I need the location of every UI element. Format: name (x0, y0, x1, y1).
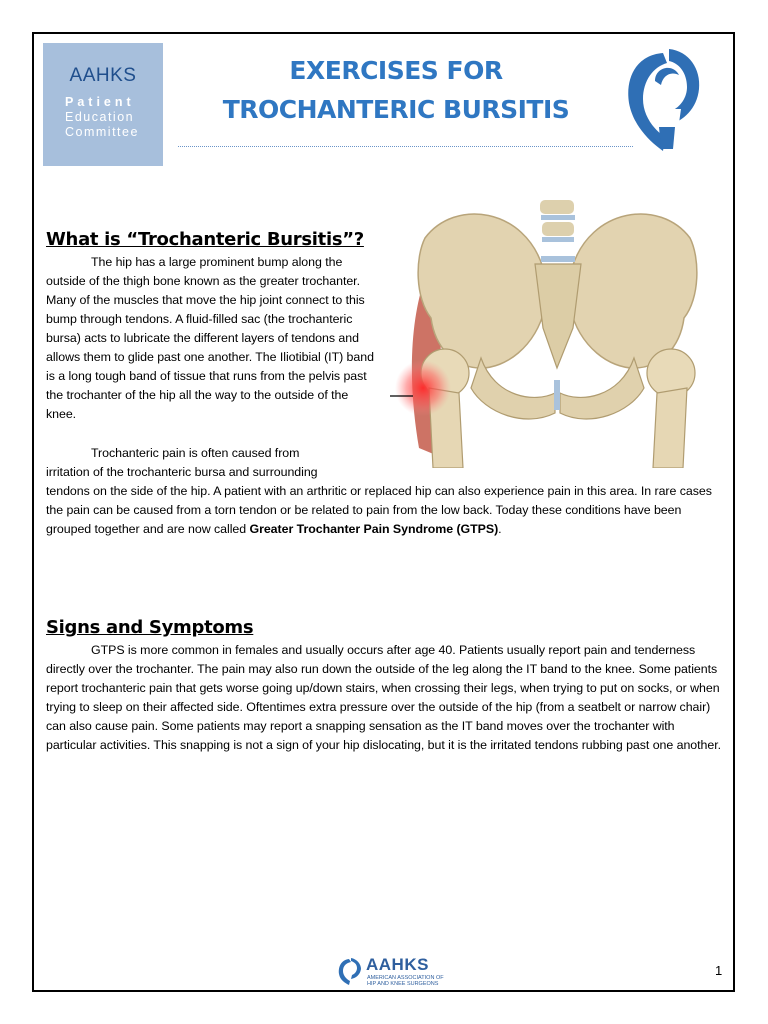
committee-org-name: AAHKS (69, 65, 137, 86)
paragraph-signs-symptoms: GTPS is more common in females and usually occurs after age 40. Patients usually report pain and tenderness directly over the trochanter. The pain may also run down the outside of the leg along the IT band to the knee. Some patients report trochanteric pain that gets worse going up/down stairs, when crossing their legs, when trying to put on socks, or when trying to sleep on their affected side. Oftentimes extra pressure over the outside of the hip (from a seatbelt or narrow chair) can also cause pain. Some patients may report a snapping sensation as the IT band moves over the trochanter with particular activities. This snapping is not a sign of your hip dislocating, but it is the irritated tendons rubbing past one another. (46, 643, 722, 752)
patient-education-committee-badge (43, 43, 163, 166)
footer-logo-subtitle: HIP AND KNEE SURGEONS (367, 981, 439, 987)
paragraph-what-is: The hip has a large prominent bump along the outside of the thigh bone known as the greater trochanter. Many of the muscles that move the hip joint connect to this bump through tendons. A fluid-filled sac (the trochanteric bursa) acts to lubricate the different layers of tendons and allows them to glide past one another. The Iliotibial (IT) band is a long tough band of tissue that runs from the pelvis past the trochanter of the hip all the way to the outside of the knee. (46, 255, 374, 421)
aahks-knee-hip-logo-icon (625, 45, 701, 151)
document-title-line-1: EXERCISES FOR (289, 56, 503, 85)
gtps-bold-term: Greater Trochanter Pain Syndrome (GTPS) (249, 522, 499, 536)
title-divider (178, 146, 633, 147)
paragraph-line: irritation of the trochanteric bursa and surrounding (46, 465, 318, 479)
pelvis-hip-anatomy-illustration (385, 198, 730, 468)
footer-logo-subtitle: AMERICAN ASSOCIATION OF (367, 975, 444, 981)
paragraph-trochanteric-pain: Trochanteric pain is often caused from irritation of the trochanteric bursa and surrounding tendons on the side of the hip. A patient with an arthritic or replaced hip can also experience pain in this area. In rare cases the pain can be caused from a torn tendon or be related to pain from the low back. Today these conditions have been grouped together and are now called Greater Trochanter Pain Syndrome (GTPS). (46, 444, 726, 539)
footer-logo-name: AAHKS (366, 955, 429, 974)
aahks-footer-logo (338, 955, 458, 987)
paragraph-body: tendons on the side of the hip. A patient with an arthritic or replaced hip can also experience pain in this area. In rare cases the pain can be caused from a torn tendon or be related to pain from the low back. Today these conditions have been grouped together and are now called (46, 484, 712, 536)
page-number: 1 (715, 963, 723, 978)
section-heading-what-is: What is “Trochanteric Bursitis”? (46, 229, 364, 250)
committee-line-education: Education (65, 110, 135, 124)
paragraph-line: Trochanteric pain is often caused from (91, 446, 300, 460)
section-heading-signs-symptoms: Signs and Symptoms (46, 617, 254, 638)
document-title-line-2: TROCHANTERIC BURSITIS (222, 95, 570, 124)
committee-line-committee: Committee (65, 125, 139, 139)
aahks-mark-icon (338, 957, 362, 985)
committee-line-patient: Patient (65, 95, 135, 109)
